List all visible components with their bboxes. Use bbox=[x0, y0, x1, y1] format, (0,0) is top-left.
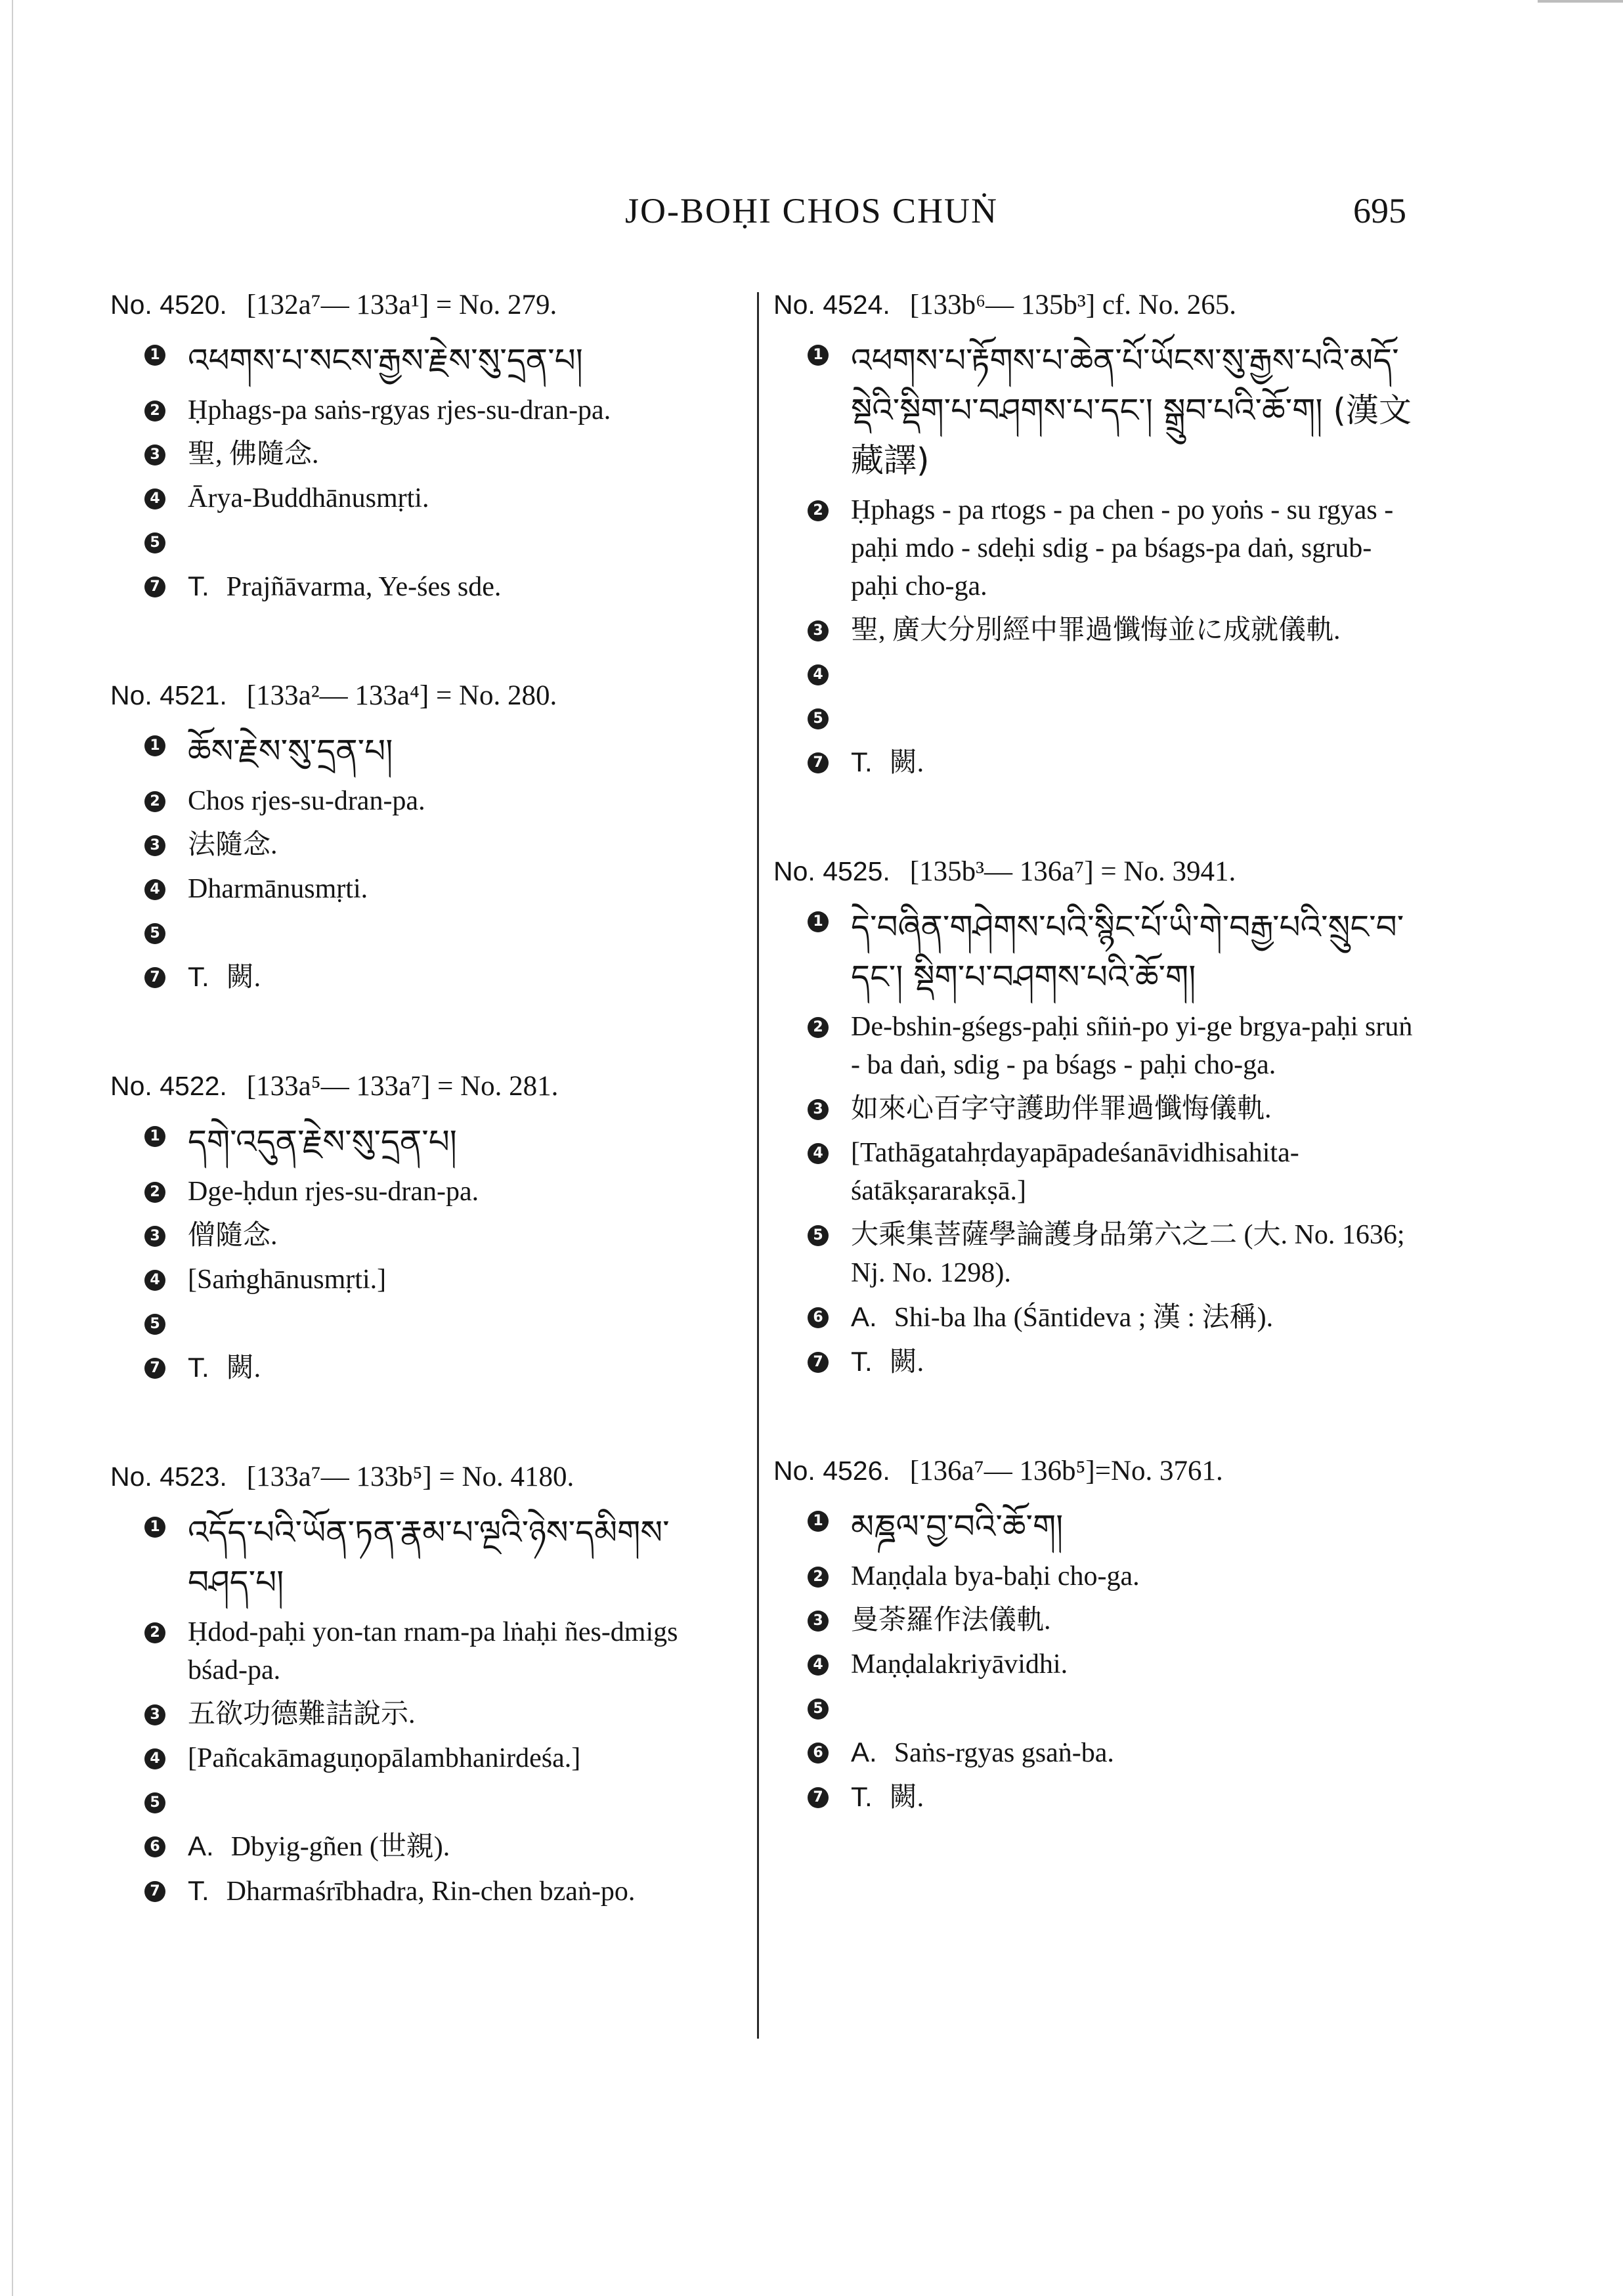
entry-field bbox=[773, 1778, 1417, 1817]
catalog-entry bbox=[110, 289, 734, 606]
catalog-entry bbox=[773, 1455, 1417, 1817]
entry-heading bbox=[110, 1070, 734, 1102]
entry-field bbox=[110, 958, 734, 997]
tibetan-title bbox=[188, 726, 734, 776]
field-number-marker: 7 bbox=[144, 1358, 165, 1379]
field-number-marker: 2 bbox=[808, 500, 829, 521]
field-value bbox=[188, 1261, 734, 1299]
field-value bbox=[188, 1173, 734, 1211]
entry-field bbox=[110, 1695, 734, 1733]
field-text: [Saṁghānusmṛti.] bbox=[188, 1265, 387, 1295]
field-text: ཆོས་རྗེས་སུ་དྲན་པ། bbox=[188, 732, 393, 770]
field-text: Prajñāvarma, Ye-śes sde. bbox=[226, 572, 502, 602]
field-text: Dharmaśrībhadra, Rin-chen bzaṅ-po. bbox=[226, 1876, 636, 1907]
field-label: A. bbox=[188, 1830, 214, 1861]
entry-field bbox=[773, 699, 1417, 737]
field-text: Ḥphags-pa saṅs-rgyas rjes-su-dran-pa. bbox=[188, 395, 611, 425]
field-text: 大乘集菩薩學論護身品第六之二 (大. No. 1636; Nj. No. 1298). bbox=[851, 1220, 1405, 1288]
field-number-marker: 7 bbox=[144, 1881, 165, 1902]
entry-heading bbox=[110, 680, 734, 712]
page-number: 695 bbox=[1353, 191, 1406, 230]
field-value bbox=[188, 1872, 734, 1911]
field-number-marker: 2 bbox=[144, 791, 165, 812]
field-value bbox=[851, 1733, 1417, 1772]
field-value bbox=[851, 1601, 1417, 1639]
field-label: T. bbox=[188, 571, 209, 601]
field-number-marker: 1 bbox=[808, 911, 829, 932]
field-text: Ārya-Buddhānusmṛti. bbox=[188, 483, 429, 513]
entry-heading bbox=[110, 289, 734, 321]
field-value bbox=[188, 870, 734, 908]
catalog-entry bbox=[110, 1461, 734, 1911]
field-value bbox=[851, 1216, 1417, 1292]
field-text: དེ་བཞིན་གཤེགས་པའི་སྙིང་པོ་ཡི་གེ་བརྒྱ་པའི་སྲུང་བ་དང་། སྡིག་པ་བཤགས་པའི་ཆོ་ག། bbox=[851, 908, 1404, 996]
field-number-marker: 7 bbox=[808, 1352, 829, 1373]
field-number-marker: 2 bbox=[808, 1017, 829, 1038]
field-number-marker: 1 bbox=[144, 735, 165, 756]
field-number-marker: 4 bbox=[144, 488, 165, 509]
field-text: Saṅs-rgyas gsaṅ-ba. bbox=[894, 1738, 1114, 1768]
entry-field bbox=[110, 1305, 734, 1343]
entry-heading bbox=[110, 1461, 734, 1493]
field-value bbox=[851, 1343, 1417, 1381]
field-text: 闕. bbox=[226, 963, 261, 993]
field-text: Ḥphags - pa rtogs - pa chen - po yoṅs - su rgyas - paḥi mdo - sdeḥi sdig - pa bśags-pa daṅ, sgrub-paḥi cho-ga. bbox=[851, 495, 1394, 601]
entry-number: No. 4521. bbox=[110, 680, 227, 710]
field-value bbox=[851, 1090, 1417, 1128]
field-value bbox=[851, 1778, 1417, 1817]
field-label: T. bbox=[188, 961, 209, 992]
entry-number: No. 4524. bbox=[773, 290, 890, 320]
field-text: Dharmānusmṛti. bbox=[188, 874, 368, 904]
entry-field bbox=[110, 1349, 734, 1387]
field-value bbox=[188, 1695, 734, 1733]
entry-field bbox=[773, 743, 1417, 782]
column-divider bbox=[757, 292, 759, 2039]
entry-field bbox=[773, 1216, 1417, 1292]
entry-field bbox=[773, 1090, 1417, 1128]
field-number-marker: 3 bbox=[808, 1099, 829, 1120]
field-number-marker: 5 bbox=[144, 1792, 165, 1813]
field-number-marker: 2 bbox=[144, 401, 165, 422]
field-text: 闕. bbox=[226, 1353, 261, 1383]
field-number-marker: 7 bbox=[144, 967, 165, 988]
field-value bbox=[188, 1739, 734, 1777]
entry-field bbox=[110, 826, 734, 864]
field-text: Chos rjes-su-dran-pa. bbox=[188, 786, 425, 816]
field-label: T. bbox=[851, 747, 873, 777]
field-number-marker: 6 bbox=[808, 1307, 829, 1328]
field-number-marker: 4 bbox=[144, 1748, 165, 1769]
entry-field bbox=[110, 914, 734, 952]
entry-folio-reference: [133a²— 133a⁴] = No. 280. bbox=[246, 680, 557, 711]
catalog-entry bbox=[773, 289, 1417, 782]
field-text: De-bshin-gśegs-paḥi sñiṅ-po yi-ge brgya-paḥi sruṅ - ba daṅ, sdig - pa bśags - paḥi cho-ga. bbox=[851, 1012, 1413, 1080]
field-label: A. bbox=[851, 1301, 877, 1332]
field-value bbox=[188, 826, 734, 864]
entry-field bbox=[773, 1298, 1417, 1337]
entry-field bbox=[110, 1117, 734, 1167]
entry-field bbox=[773, 655, 1417, 693]
field-number-marker: 6 bbox=[144, 1836, 165, 1857]
field-number-marker: 2 bbox=[144, 1622, 165, 1643]
field-text: [Pañcakāmaguṇopālambhanirdeśa.] bbox=[188, 1743, 581, 1773]
field-text: མཎྜལ་བྱ་བའི་ཆོ་ག། bbox=[851, 1507, 1064, 1546]
field-number-marker: 1 bbox=[144, 345, 165, 366]
tibetan-title bbox=[851, 1502, 1417, 1551]
field-value bbox=[188, 1349, 734, 1387]
field-number-marker: 4 bbox=[808, 1143, 829, 1164]
field-text: 闕. bbox=[889, 1783, 924, 1813]
catalog-entry bbox=[110, 1070, 734, 1387]
field-number-marker: 5 bbox=[144, 532, 165, 553]
entry-number: No. 4520. bbox=[110, 290, 227, 320]
field-number-marker: 7 bbox=[808, 752, 829, 773]
entry-field bbox=[773, 1502, 1417, 1551]
entry-field bbox=[773, 1134, 1417, 1210]
field-text: 聖, 佛隨念. bbox=[188, 439, 319, 469]
field-number-marker: 1 bbox=[144, 1126, 165, 1147]
entry-field bbox=[110, 1173, 734, 1211]
field-label: T. bbox=[851, 1346, 873, 1377]
field-text: 闕. bbox=[889, 1347, 924, 1377]
entry-field bbox=[110, 1507, 734, 1607]
field-number-marker: 4 bbox=[144, 879, 165, 900]
field-text: འཕགས་པ་སངས་རྒྱས་རྗེས་སུ་དྲན་པ། bbox=[188, 341, 583, 379]
entry-field bbox=[773, 611, 1417, 649]
entry-heading bbox=[773, 856, 1417, 888]
tibetan-title bbox=[851, 336, 1417, 485]
entry-field bbox=[110, 435, 734, 473]
field-number-marker: 5 bbox=[808, 1225, 829, 1246]
entry-number: No. 4525. bbox=[773, 856, 890, 886]
field-value bbox=[188, 567, 734, 606]
field-label: T. bbox=[188, 1875, 209, 1906]
field-value bbox=[851, 611, 1417, 649]
field-number-marker: 3 bbox=[808, 620, 829, 641]
field-value bbox=[188, 958, 734, 997]
field-value bbox=[188, 435, 734, 473]
field-text: 闕. bbox=[889, 748, 924, 778]
field-text: 曼荼羅作法儀軌. bbox=[851, 1605, 1051, 1635]
field-value bbox=[851, 1557, 1417, 1595]
field-text: 五欲功德難詰說示. bbox=[188, 1699, 416, 1729]
tibetan-title bbox=[188, 1117, 734, 1167]
entry-field bbox=[110, 1783, 734, 1821]
entry-number: No. 4522. bbox=[110, 1071, 227, 1101]
field-value bbox=[188, 479, 734, 517]
entry-field bbox=[773, 1645, 1417, 1683]
entry-field bbox=[110, 870, 734, 908]
field-value bbox=[188, 1827, 734, 1866]
catalog-entry bbox=[773, 856, 1417, 1381]
field-text: [Tathāgatahṛdayapāpadeśanāvidhisahita-śatākṣararakṣā.] bbox=[851, 1138, 1299, 1206]
field-number-marker: 3 bbox=[144, 1704, 165, 1725]
field-value bbox=[851, 491, 1417, 605]
entry-field bbox=[773, 1601, 1417, 1639]
entry-field bbox=[110, 1217, 734, 1255]
entry-field bbox=[110, 336, 734, 385]
entry-folio-reference: [133b⁶— 135b³] cf. No. 265. bbox=[909, 290, 1237, 320]
field-text: འདོད་པའི་ཡོན་ཏན་རྣམ་པ་ལྔའི་ཉེས་དམིགས་བཤད་པ། bbox=[188, 1513, 670, 1601]
entry-field bbox=[110, 1613, 734, 1689]
field-number-marker: 4 bbox=[808, 1655, 829, 1676]
field-number-marker: 1 bbox=[808, 345, 829, 366]
entry-field bbox=[110, 782, 734, 820]
entry-heading bbox=[773, 289, 1417, 321]
entry-field bbox=[110, 1739, 734, 1777]
field-number-marker: 5 bbox=[144, 1314, 165, 1335]
entry-field bbox=[110, 1261, 734, 1299]
entry-number: No. 4523. bbox=[110, 1462, 227, 1492]
field-number-marker: 4 bbox=[808, 664, 829, 685]
field-value bbox=[851, 1008, 1417, 1084]
field-number-marker: 7 bbox=[144, 576, 165, 597]
entry-field bbox=[110, 391, 734, 429]
field-number-marker: 5 bbox=[808, 1699, 829, 1720]
field-value bbox=[851, 1298, 1417, 1337]
field-number-marker: 3 bbox=[144, 1226, 165, 1247]
field-text: Maṇḍalakriyāvidhi. bbox=[851, 1649, 1068, 1679]
field-text: Ḥdod-paḥi yon-tan rnam-pa lṅaḥi ñes-dmigs bśad-pa. bbox=[188, 1617, 678, 1685]
entry-field bbox=[773, 902, 1417, 1002]
entry-field bbox=[110, 567, 734, 606]
entry-field bbox=[773, 491, 1417, 605]
field-text: Maṇḍala bya-baḥi cho-ga. bbox=[851, 1561, 1140, 1592]
field-value bbox=[188, 1613, 734, 1689]
field-number-marker: 5 bbox=[144, 923, 165, 944]
field-number-marker: 3 bbox=[144, 835, 165, 856]
field-value bbox=[851, 1645, 1417, 1683]
tibetan-title bbox=[188, 1507, 734, 1607]
field-value bbox=[188, 782, 734, 820]
field-value bbox=[851, 1134, 1417, 1210]
field-number-marker: 4 bbox=[144, 1270, 165, 1291]
entry-field bbox=[110, 523, 734, 561]
entry-folio-reference: [133a⁵— 133a⁷] = No. 281. bbox=[246, 1071, 559, 1102]
scan-edge-line bbox=[12, 0, 13, 2296]
field-text: 如來心百字守護助伴罪過懺悔儀軌. bbox=[851, 1094, 1272, 1124]
entry-field bbox=[110, 726, 734, 776]
field-number-marker: 3 bbox=[808, 1611, 829, 1632]
field-number-marker: 2 bbox=[144, 1182, 165, 1203]
field-text: Dbyig-gñen (世親). bbox=[230, 1832, 450, 1862]
entry-field bbox=[110, 1872, 734, 1911]
entry-number: No. 4526. bbox=[773, 1456, 890, 1486]
field-number-marker: 3 bbox=[144, 444, 165, 466]
field-number-marker: 1 bbox=[144, 1517, 165, 1538]
field-text: Shi-ba lha (Śāntideva ; 漢 : 法稱). bbox=[894, 1303, 1274, 1333]
entry-field bbox=[773, 1008, 1417, 1084]
entry-field bbox=[773, 1689, 1417, 1727]
field-text: 法隨念. bbox=[188, 830, 278, 860]
field-text: 聖, 廣大分別經中罪過懺悔並に成就儀軌. bbox=[851, 615, 1341, 645]
running-title: JO-BOḤI CHOS CHUṄ bbox=[624, 191, 999, 230]
field-text: 僧隨念. bbox=[188, 1221, 278, 1251]
entry-folio-reference: [135b³— 136a⁷] = No. 3941. bbox=[909, 856, 1236, 887]
field-label: T. bbox=[188, 1352, 209, 1383]
entry-folio-reference: [136a⁷— 136b⁵]=No. 3761. bbox=[909, 1456, 1223, 1486]
field-value bbox=[188, 391, 734, 429]
field-number-marker: 1 bbox=[808, 1511, 829, 1532]
field-value bbox=[188, 1217, 734, 1255]
catalog-entry bbox=[110, 680, 734, 997]
field-number-marker: 6 bbox=[808, 1743, 829, 1764]
entry-field bbox=[773, 336, 1417, 485]
right-column bbox=[773, 289, 1417, 1890]
entry-field bbox=[773, 1343, 1417, 1381]
field-number-marker: 2 bbox=[808, 1567, 829, 1588]
entry-field bbox=[110, 1827, 734, 1866]
field-label: A. bbox=[851, 1737, 877, 1767]
entry-field bbox=[773, 1733, 1417, 1772]
entry-field bbox=[773, 1557, 1417, 1595]
field-label: T. bbox=[851, 1781, 873, 1812]
entry-field bbox=[110, 479, 734, 517]
scan-top-mark bbox=[1538, 0, 1623, 3]
field-value bbox=[851, 743, 1417, 782]
entry-folio-reference: [132a⁷— 133a¹] = No. 279. bbox=[246, 290, 557, 320]
entry-folio-reference: [133a⁷— 133b⁵] = No. 4180. bbox=[246, 1462, 574, 1492]
left-column bbox=[110, 289, 734, 1984]
field-text: Dge-ḥdun rjes-su-dran-pa. bbox=[188, 1177, 479, 1207]
field-number-marker: 5 bbox=[808, 708, 829, 729]
entry-heading bbox=[773, 1455, 1417, 1487]
tibetan-title bbox=[188, 336, 734, 385]
field-text: འཕགས་པ་རྟོགས་པ་ཆེན་པོ་ཡོངས་སུ་རྒྱས་པའི་མདོ་སྡེའི་སྡིག་པ་བཤགས་པ་དང་། སྒྲུབ་པའི་ཆོ་ག། (漢文藏譯) bbox=[851, 341, 1412, 479]
tibetan-title bbox=[851, 902, 1417, 1002]
field-number-marker: 7 bbox=[808, 1787, 829, 1808]
field-text: དགེ་འདུན་རྗེས་སུ་དྲན་པ། bbox=[188, 1123, 457, 1161]
